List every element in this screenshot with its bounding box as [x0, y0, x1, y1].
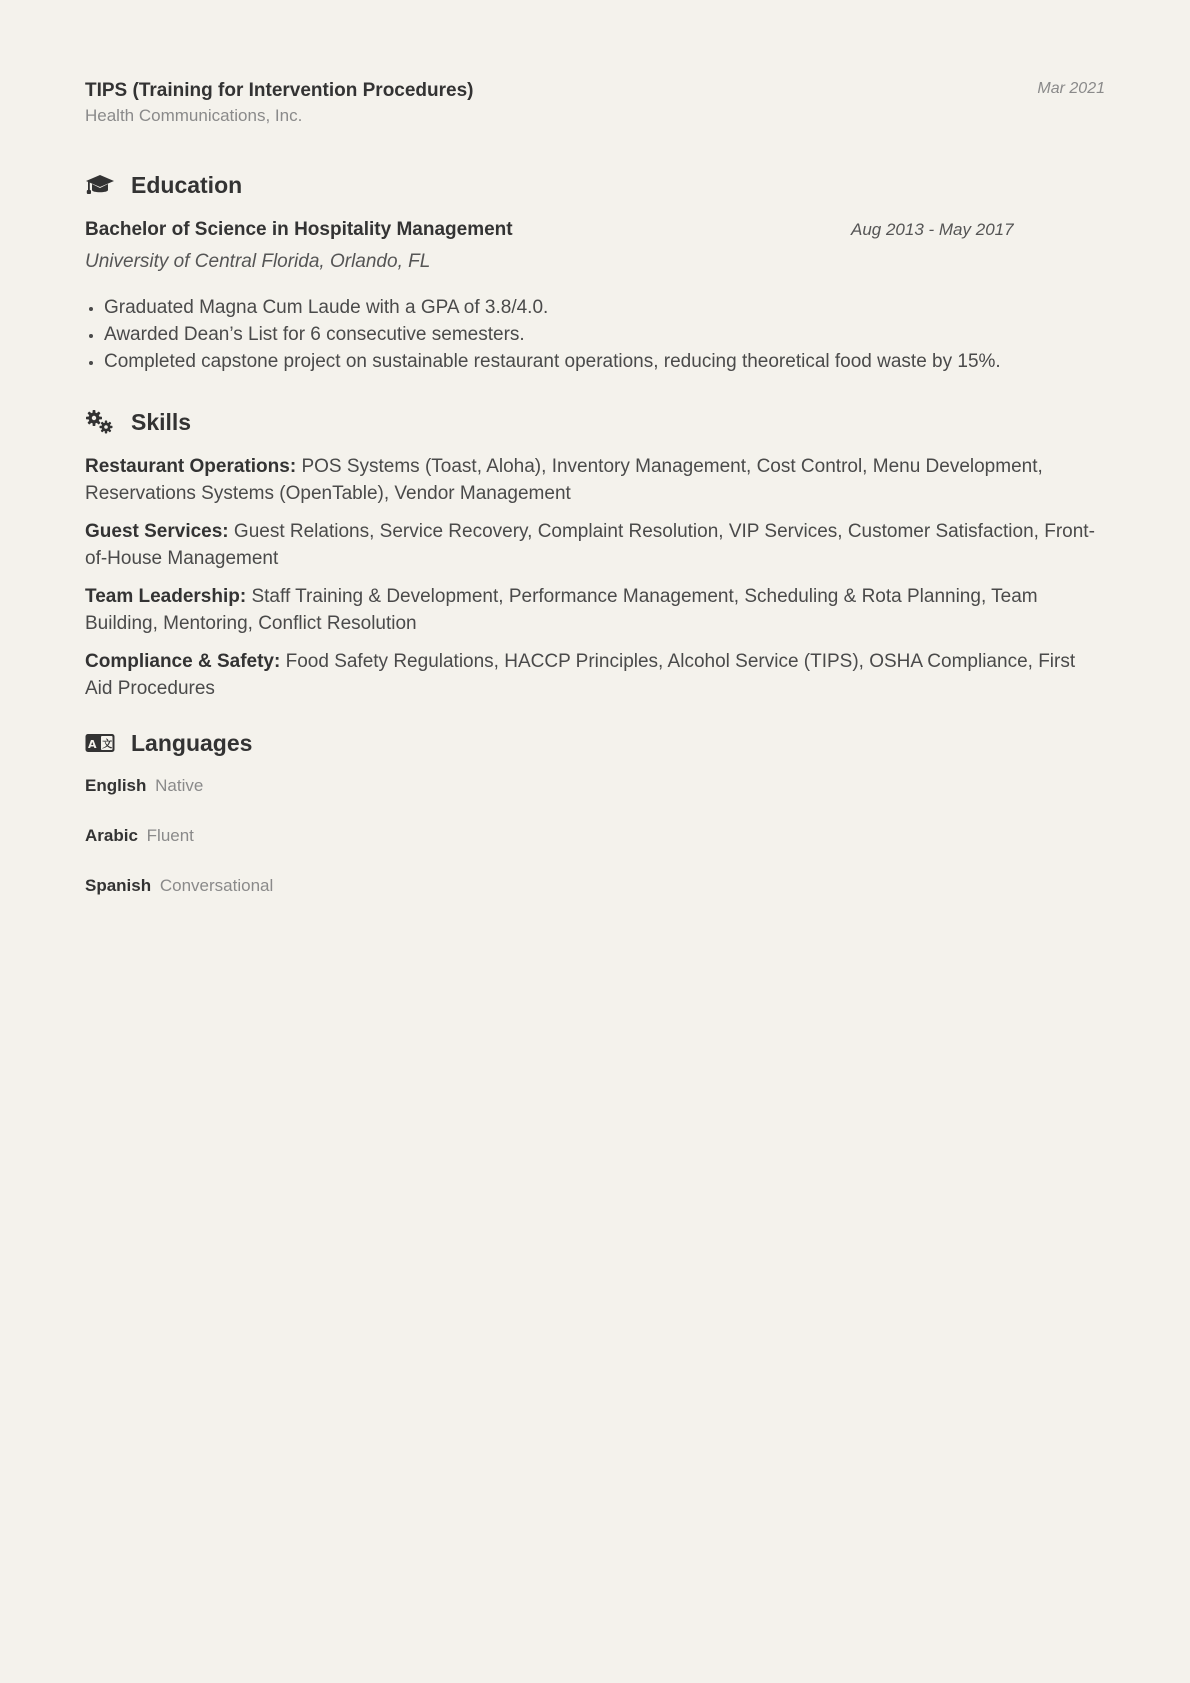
languages-heading: Languages [131, 729, 253, 756]
language-icon [85, 728, 115, 758]
language-level: Conversational [159, 876, 274, 895]
language-level: Fluent [146, 826, 194, 845]
language-level: Native [155, 776, 204, 795]
skill-values: Staff Training & Development, Performance Management, Scheduling & Rota Planning, Team Building, Mentoring, Conflict Resolution [85, 586, 1038, 634]
skills-heading: Skills [131, 408, 192, 435]
skill-row [85, 453, 1105, 507]
certification-entry [85, 78, 1105, 130]
skill-category: Compliance & Safety: [85, 651, 281, 672]
language-row [85, 824, 1105, 848]
gears-icon [85, 407, 115, 437]
education-heading: Education [131, 171, 243, 198]
skill-values: Food Safety Regulations, HACCP Principles, Alcohol Service (TIPS), OSHA Compliance, First Aid Procedures [85, 651, 1076, 699]
skill-row [85, 518, 1105, 572]
list-item: • Completed capstone project on sustainable restaurant operations, reducing theoretical food waste by 15%. [104, 348, 1105, 375]
list-item: • Awarded Dean’s List for 6 consecutive semesters. [104, 321, 1105, 348]
certification-date: Mar 2021 [1037, 80, 1105, 97]
skill-values: Guest Relations, Service Recovery, Complaint Resolution, VIP Services, Customer Satisfaction, Front-of-House Management [85, 521, 1095, 569]
education-dates: Aug 2013 - May 2017 [851, 220, 1014, 239]
education-bullets [85, 294, 1105, 375]
certification-title: TIPS (Training for Intervention Procedures) [85, 80, 474, 101]
language-row [85, 774, 1105, 798]
certification-organization: Health Communications, Inc. [85, 106, 303, 125]
svg-text:文: 文 [102, 739, 113, 751]
skills-list [85, 453, 1105, 702]
svg-text:A: A [88, 738, 97, 751]
list-item: • Graduated Magna Cum Laude with a GPA of 3.8/4.0. [104, 294, 1105, 321]
skills-section-header [85, 405, 1105, 439]
language-row [85, 874, 1105, 898]
languages-list [85, 774, 1105, 898]
education-degree: Bachelor of Science in Hospitality Management [85, 219, 513, 240]
skill-row [85, 583, 1105, 637]
skill-category: Guest Services: [85, 521, 229, 542]
education-section-header [85, 168, 1105, 202]
skill-row [85, 648, 1105, 702]
language-name: Arabic [85, 826, 138, 845]
skill-category: Team Leadership: [85, 586, 247, 607]
education-entry [85, 216, 1105, 375]
language-name: English [85, 776, 147, 795]
skill-values: POS Systems (Toast, Aloha), Inventory Management, Cost Control, Menu Development, Reservations Systems (OpenTable), Vendor Management [85, 456, 1043, 504]
resume-page [85, 78, 1105, 924]
languages-section-header [85, 726, 1105, 760]
graduation-cap-icon [85, 170, 115, 200]
education-school: University of Central Florida, Orlando, FL [85, 251, 431, 272]
language-name: Spanish [85, 876, 152, 895]
skill-category: Restaurant Operations: [85, 456, 297, 477]
